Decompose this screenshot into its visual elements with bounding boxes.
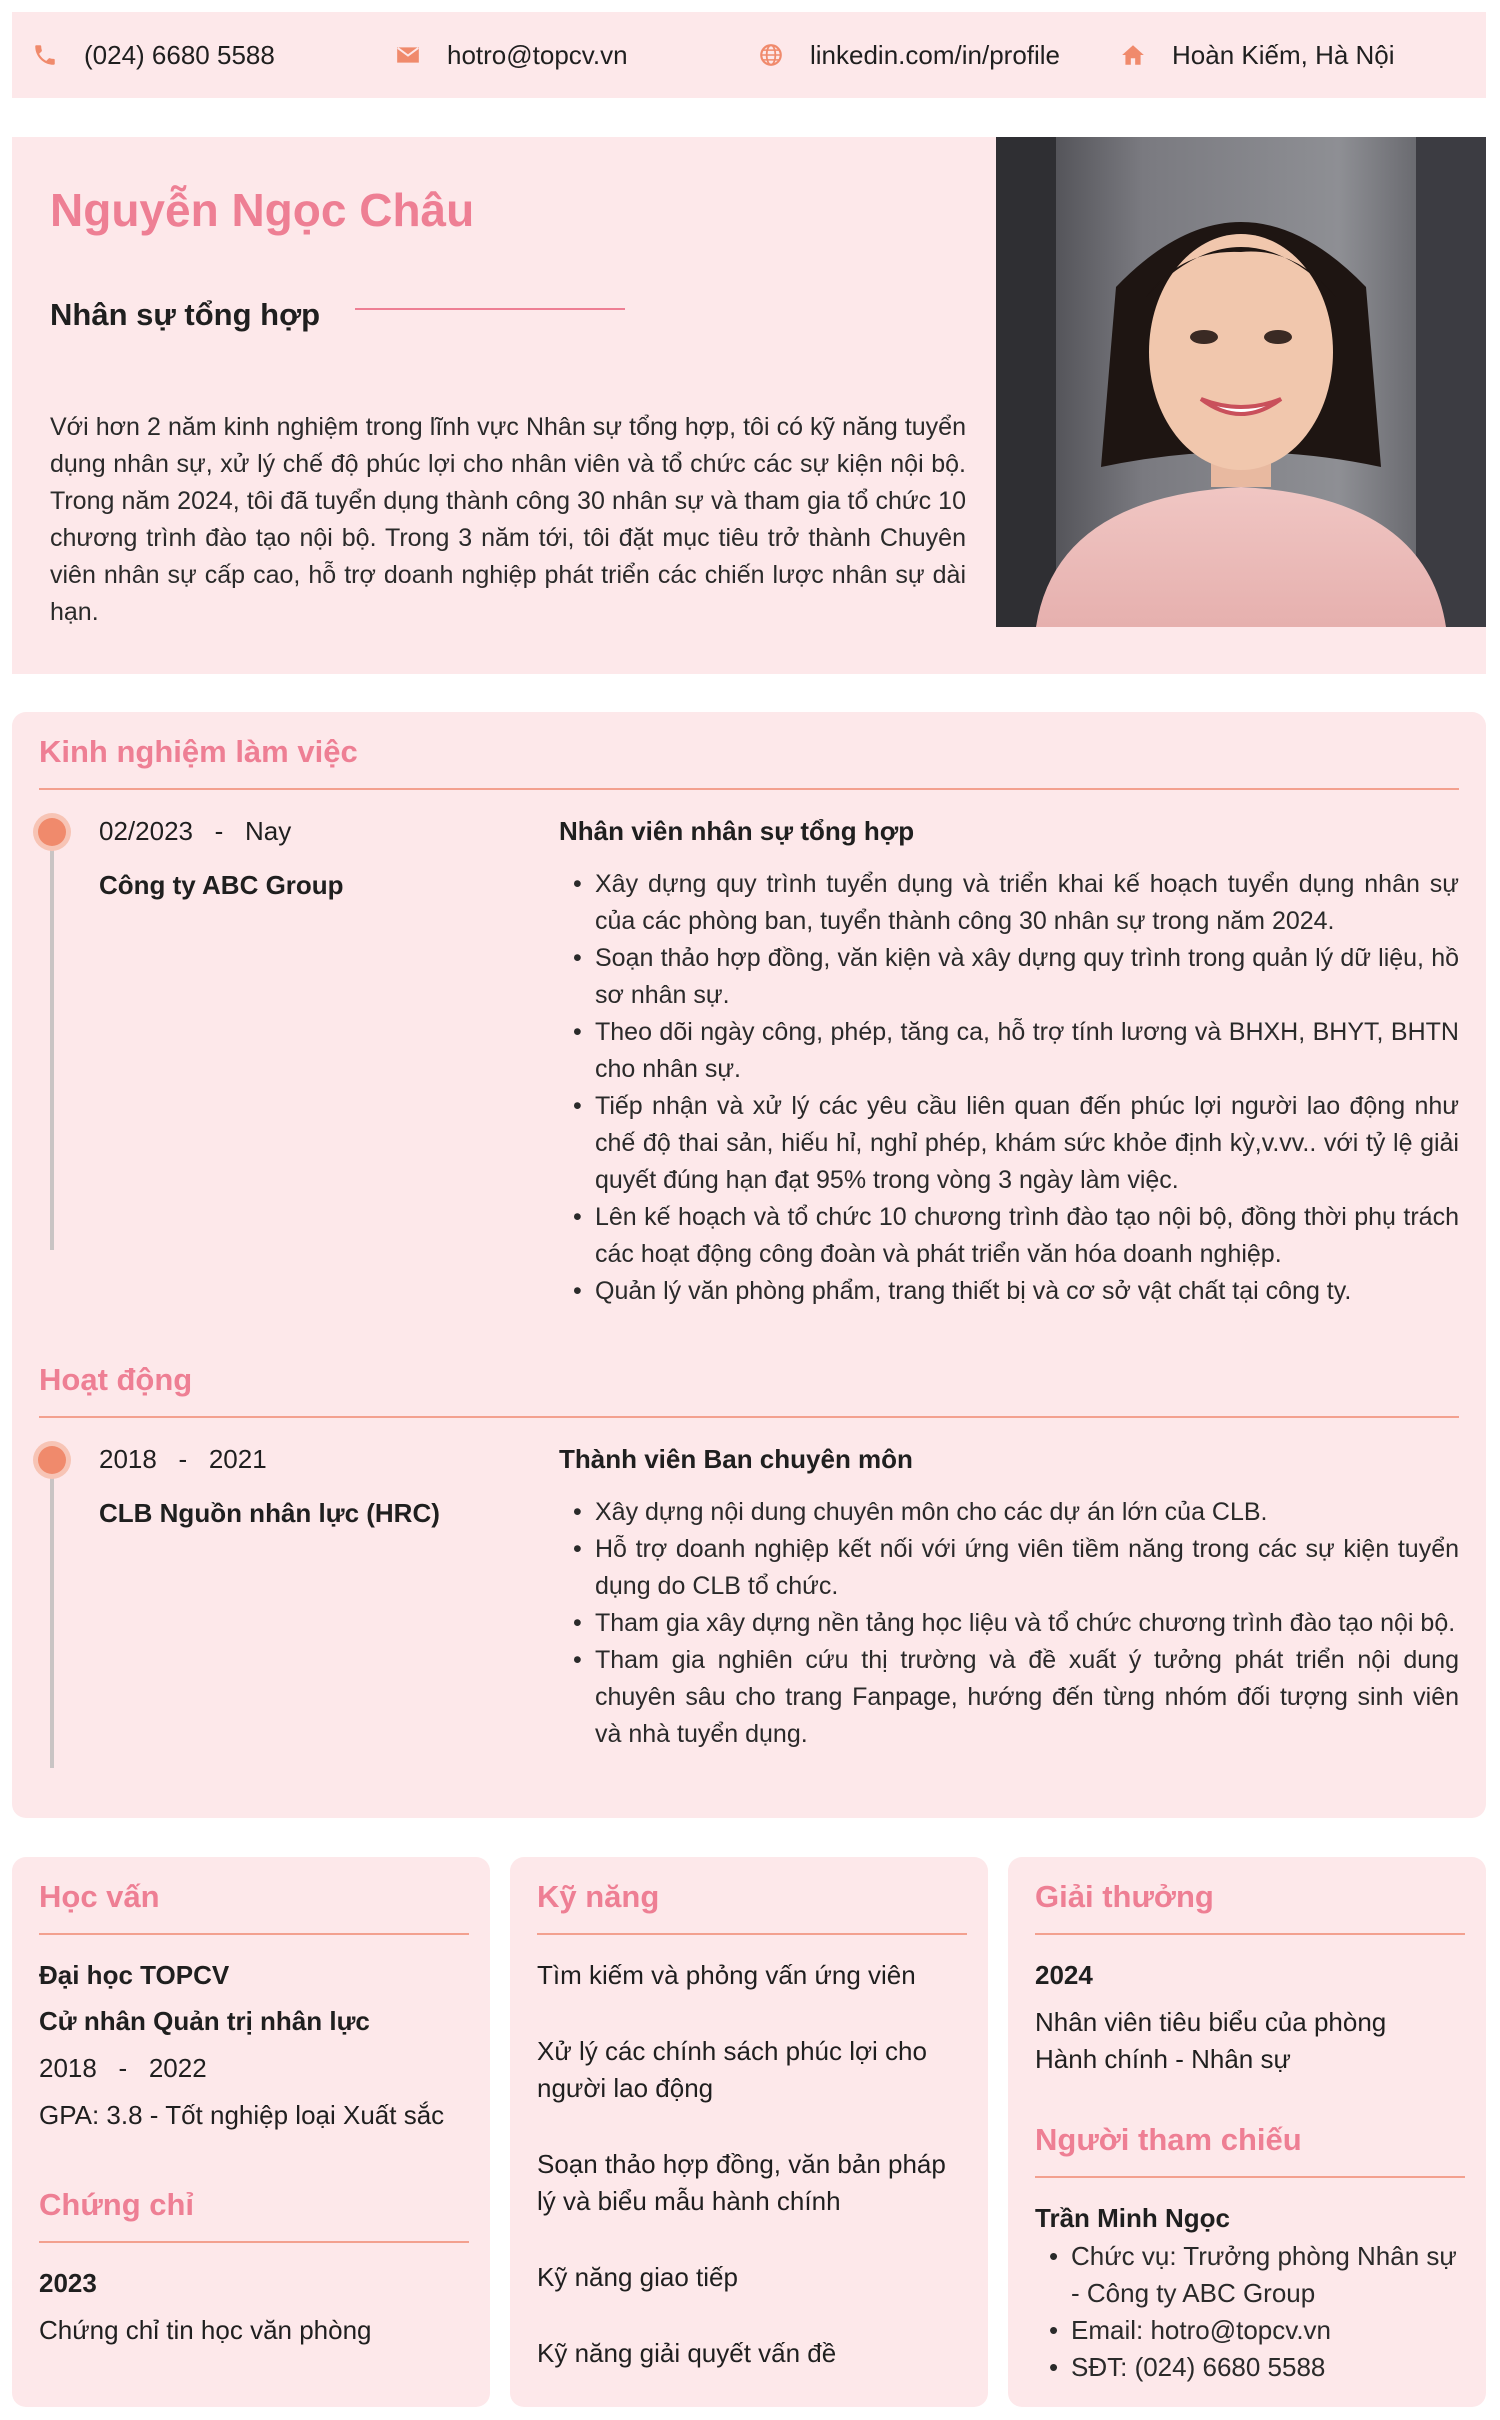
- education-heading: Học vấn: [39, 1879, 160, 1914]
- skills-heading: Kỹ năng: [537, 1879, 660, 1914]
- activity-role: Thành viên Ban chuyên môn: [559, 1444, 913, 1474]
- skills-divider: [537, 1933, 967, 1935]
- contact-address: [1120, 12, 1395, 98]
- skills-section: [510, 1857, 988, 2407]
- candidate-name: Nguyễn Ngọc Châu: [50, 184, 475, 236]
- contact-phone[interactable]: [32, 12, 275, 98]
- activities-timeline: [50, 1458, 54, 1768]
- skill-item: Kỹ năng giải quyết vấn đề: [537, 2338, 837, 2368]
- experience-period: 02/2023 - Nay: [99, 816, 292, 846]
- list-item: • Hỗ trợ doanh nghiệp kết nối với ứng viên tiềm năng trong các sự kiện tuyển dụng do CLB tổ chức.: [559, 1531, 1459, 1605]
- envelope-icon: [395, 42, 421, 68]
- phone-icon: [32, 42, 58, 68]
- certificate-year: 2023: [39, 2268, 97, 2298]
- education-gpa: GPA: 3.8 - Tốt nghiệp loại Xuất sắc: [39, 2100, 445, 2130]
- list-item: • Soạn thảo hợp đồng, văn kiện và xây dựng quy trình trong quản lý dữ liệu, hồ sơ nhân sự.: [559, 940, 1459, 1014]
- award-name: Nhân viên tiêu biểu của phòng Hành chính - Nhân sự: [1035, 2007, 1387, 2074]
- activities-heading: Hoạt động: [39, 1362, 193, 1397]
- awards-divider: [1035, 1933, 1465, 1935]
- contact-address-text: Hoàn Kiếm, Hà Nội: [1172, 39, 1395, 70]
- education-period: 2018 - 2022: [39, 2053, 207, 2083]
- profile-summary: Với hơn 2 năm kinh nghiệm trong lĩnh vực Nhân sự tổng hợp, tôi có kỹ năng tuyển dụng nhân sự, xử lý chế độ phúc lợi cho nhân viên và tổ chức các sự kiện nội bộ. Trong năm 2024, tôi đã tuyển dụng thành công 30 nhân sự và tham gia tổ chức 10 chương trình đào tạo nội bộ. Trong 3 năm tới, tôi đặt mục tiêu trở thành Chuyên viên nhân sự cấp cao, hỗ trợ doanh nghiệp phát triển các chiến lược nhân sự dài hạn.: [50, 413, 966, 626]
- list-item: • Tham gia xây dựng nền tảng học liệu và tổ chức chương trình đào tạo nội bộ.: [559, 1605, 1459, 1642]
- experience-section: [12, 712, 1486, 1818]
- contact-phone-text: (024) 6680 5588: [84, 39, 275, 70]
- list-item: • Xây dựng quy trình tuyển dụng và triển khai kế hoạch tuyển dụng nhân sự của các phòng ban, tuyển thành công 30 nhân sự trong năm 2024.: [559, 866, 1459, 940]
- profile-photo: [996, 137, 1486, 627]
- activities-timeline-dot: [38, 1446, 66, 1474]
- list-item: • Xây dựng nội dung chuyên môn cho các dự án lớn của CLB.: [559, 1494, 1459, 1531]
- profile-header: [12, 137, 1486, 674]
- list-item: • Theo dõi ngày công, phép, tăng ca, hỗ trợ tính lương và BHXH, BHYT, BHTN cho nhân sự.: [559, 1014, 1459, 1088]
- reference-details: [1035, 2238, 1470, 2386]
- list-item: • Email: hotro@topcv.vn: [1035, 2312, 1470, 2349]
- contact-website[interactable]: [758, 12, 1060, 98]
- skill-item: Xử lý các chính sách phúc lợi cho người lao động: [537, 2036, 927, 2103]
- skill-item: Tìm kiếm và phỏng vấn ứng viên: [537, 1960, 916, 1990]
- certificates-heading: Chứng chỉ: [39, 2187, 195, 2222]
- list-item: • Lên kế hoạch và tổ chức 10 chương trình đào tạo nội bộ, đồng thời phụ trách các hoạt động công đoàn và phát triển văn hóa doanh nghiệp.: [559, 1199, 1459, 1273]
- awards-section: [1008, 1857, 1486, 2407]
- skill-item: Kỹ năng giao tiếp: [537, 2262, 738, 2292]
- list-item: • Quản lý văn phòng phẩm, trang thiết bị và cơ sở vật chất tại công ty.: [559, 1273, 1459, 1310]
- skill-item: Soạn thảo hợp đồng, văn bản pháp lý và biểu mẫu hành chính: [537, 2149, 946, 2216]
- contact-email-text: hotro@topcv.vn: [447, 39, 628, 70]
- list-item: • Chức vụ: Trưởng phòng Nhân sự - Công ty ABC Group: [1035, 2238, 1470, 2312]
- activity-organization: CLB Nguồn nhân lực (HRC): [99, 1498, 440, 1528]
- list-item: • Tiếp nhận và xử lý các yêu cầu liên quan đến phúc lợi người lao động như chế độ thai sản, hiếu hỉ, nghỉ phép, khám sức khỏe định kỳ,v.vv.. với tỷ lệ giải quyết đúng hạn đạt 95% trong vòng 3 ngày làm việc.: [559, 1088, 1459, 1199]
- references-divider: [1035, 2176, 1465, 2178]
- activities-divider: [39, 1416, 1459, 1418]
- list-item: • SĐT: (024) 6680 5588: [1035, 2349, 1470, 2386]
- education-degree: Cử nhân Quản trị nhân lực: [39, 2006, 370, 2036]
- experience-timeline-dot: [38, 818, 66, 846]
- activity-period: 2018 - 2021: [99, 1444, 267, 1474]
- reference-name: Trần Minh Ngọc: [1035, 2203, 1230, 2233]
- references-heading: Người tham chiếu: [1035, 2122, 1302, 2157]
- globe-icon: [758, 42, 784, 68]
- experience-company: Công ty ABC Group: [99, 870, 344, 900]
- awards-heading: Giải thưởng: [1035, 1879, 1214, 1914]
- contact-email[interactable]: [395, 12, 628, 98]
- list-item: • Tham gia nghiên cứu thị trường và đề xuất ý tưởng phát triển nội dung chuyên sâu cho trang Fanpage, hướng đến từng nhóm đối tượng sinh viên và nhà tuyển dụng.: [559, 1642, 1459, 1753]
- certificate-name: Chứng chỉ tin học văn phòng: [39, 2315, 372, 2345]
- contact-bar: [12, 12, 1486, 98]
- experience-timeline: [50, 830, 54, 1250]
- certificates-divider: [39, 2241, 469, 2243]
- contact-website-text: linkedin.com/in/profile: [810, 39, 1061, 70]
- award-year: 2024: [1035, 1960, 1093, 1990]
- education-divider: [39, 1933, 469, 1935]
- experience-divider: [39, 788, 1459, 790]
- education-school: Đại học TOPCV: [39, 1960, 230, 1990]
- activity-bullets: [559, 1494, 1459, 1753]
- title-divider: [355, 308, 625, 310]
- experience-heading: Kinh nghiệm làm việc: [39, 734, 358, 769]
- experience-bullets: [559, 866, 1459, 1310]
- experience-role: Nhân viên nhân sự tổng hợp: [559, 816, 915, 846]
- job-title: Nhân sự tổng hợp: [50, 297, 321, 332]
- home-icon: [1120, 42, 1146, 68]
- education-section: [12, 1857, 490, 2407]
